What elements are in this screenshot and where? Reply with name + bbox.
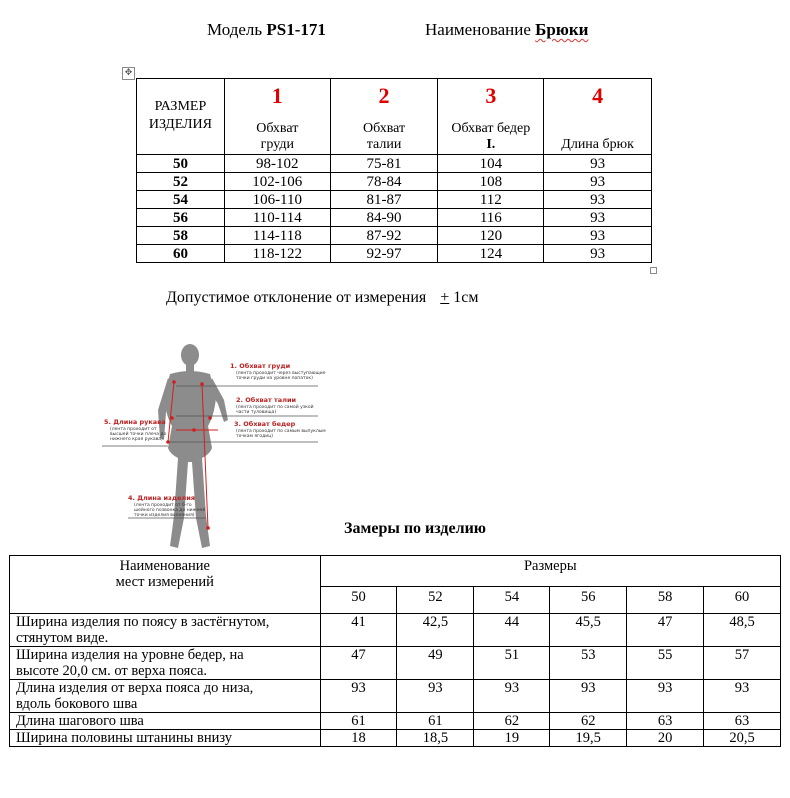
- table-row: Длина шагового шва 61 61 62 62 63 63: [10, 713, 781, 730]
- table-row: Ширина изделия по поясу в застёгнутом, стянутом виде. 41 42,5 44 45,5 47 48,5: [10, 614, 781, 647]
- figure-label-hips: 3. Обхват бедер: [234, 420, 296, 428]
- table-row: 54 106-110 81-87 112 93: [137, 191, 652, 209]
- measurements-table: [9, 555, 781, 747]
- column-number: 2: [330, 79, 438, 114]
- measurement-name: Ширина изделия на уровне бедер, на высоте 20,0 см. от верха пояса.: [10, 647, 321, 680]
- size-column-header: РАЗМЕР ИЗДЕЛИЯ: [137, 79, 225, 155]
- measurements-header-row: [10, 556, 781, 587]
- size-chart-number-row: [137, 79, 652, 114]
- plus-minus-sign: +: [440, 289, 450, 306]
- table-row: 60 118-122 92-97 124 93: [137, 245, 652, 263]
- column-header-length: Длина брюк: [544, 113, 652, 155]
- table-row: 50 98-102 75-81 104 93: [137, 155, 652, 173]
- measurement-name: Длина изделия от верха пояса до низа, вдоль бокового шва: [10, 680, 321, 713]
- measurement-name: Ширина половины штанины внизу: [10, 730, 321, 747]
- figure-note: (лента проходит по самым выпуклым точкам ягодиц): [236, 429, 326, 439]
- measurement-name: Ширина изделия по поясу в застёгнутом, стянутом виде.: [10, 614, 321, 647]
- figure-label-chest: 1. Обхват груди: [230, 362, 291, 370]
- table-move-handle-icon[interactable]: ✥: [122, 67, 135, 80]
- column-number: 4: [544, 79, 652, 114]
- figure-note: (лента проходит от 6-го шейного позвонка до нижней точки изделия волнения): [134, 503, 206, 518]
- size-header-cell: 50: [320, 587, 397, 614]
- column-header-waist: Обхват талии: [330, 113, 438, 155]
- size-header-cell: 56: [550, 587, 627, 614]
- model-label: Модель: [207, 20, 263, 39]
- sizes-header: Размеры: [320, 556, 780, 587]
- column-number: 3: [438, 79, 544, 114]
- product-name-value: Брюки: [535, 20, 589, 39]
- figure-note: (лента проходит от высшей точки плеча до нижнего края рукава): [110, 427, 167, 442]
- measurements-title: Замеры по изделию: [344, 520, 487, 537]
- column-number: 1: [224, 79, 330, 114]
- measurement-figure: [98, 338, 330, 556]
- table-row: 58 114-118 87-92 120 93: [137, 227, 652, 245]
- size-header-cell: 54: [474, 587, 550, 614]
- figure-note: (лента проходит по самой узкой части туловища): [236, 405, 314, 415]
- column-header-chest: Обхват груди: [224, 113, 330, 155]
- table-resize-handle[interactable]: [650, 267, 657, 274]
- figure-label-waist: 2. Обхват талии: [236, 396, 297, 404]
- size-header-cell: 60: [704, 587, 781, 614]
- model-value: PS1-171: [266, 20, 326, 39]
- tolerance-value: 1см: [453, 289, 479, 306]
- table-row: Ширина изделия на уровне бедер, на высоте 20,0 см. от верха пояса. 47 49 51 53 55 57: [10, 647, 781, 680]
- size-chart-table: [136, 78, 652, 263]
- size-header-cell: 58: [627, 587, 704, 614]
- table-row: 56 110-114 84-90 116 93: [137, 209, 652, 227]
- measurement-name: Длина шагового шва: [10, 713, 321, 730]
- product-name-line: [425, 20, 588, 40]
- table-row: Длина изделия от верха пояса до низа, вдоль бокового шва 93 93 93 93 93 93: [10, 680, 781, 713]
- figure-label-sleeve: 5. Длина рукава: [104, 418, 166, 426]
- product-name-label: Наименование: [425, 20, 531, 39]
- column-header-hips: Обхват бедер I.: [438, 113, 544, 155]
- tolerance-note: Допустимое отклонение от измерения + 1см: [166, 289, 479, 306]
- figure-note: (лента проходит через выступающие точки груди на уровне лопаток): [236, 371, 326, 381]
- figure-label-length: 4. Длина изделия: [128, 494, 195, 502]
- model-line: [207, 20, 326, 40]
- table-row: 52 102-106 78-84 108 93: [137, 173, 652, 191]
- document-header: [0, 20, 790, 46]
- table-row: Ширина половины штанины внизу 18 18,5 19 19,5 20 20,5: [10, 730, 781, 747]
- measurement-name-header: Наименование мест измерений: [10, 556, 321, 614]
- size-header-cell: 52: [397, 587, 474, 614]
